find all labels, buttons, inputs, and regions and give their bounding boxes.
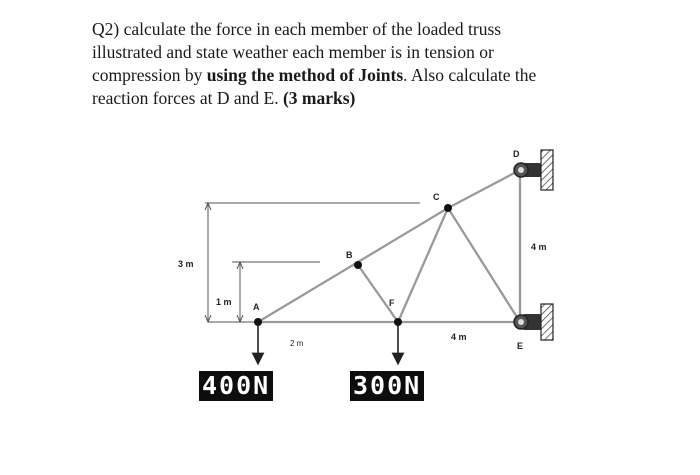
- question-line-3-start: compression by: [92, 65, 207, 85]
- joint-label-f: F: [389, 298, 395, 308]
- load-arrows: [258, 326, 398, 359]
- question-line-3-end: . Also calculate the: [403, 65, 537, 85]
- joint-label-a: A: [253, 302, 260, 312]
- dim-label-2m: 2 m: [290, 339, 304, 348]
- member-ac: [258, 208, 448, 322]
- joint-label-b: B: [346, 250, 353, 260]
- load-label-300n: 300N: [350, 371, 424, 401]
- joint-f: [394, 318, 402, 326]
- dim-label-3m: 3 m: [178, 259, 194, 269]
- dim-label-4m-right: 4 m: [531, 242, 547, 252]
- question-line-1: Q2) calculate the force in each member of the loaded truss: [92, 19, 502, 39]
- joint-label-e: E: [517, 341, 524, 351]
- member-ce: [448, 208, 520, 322]
- question-line-4-start: reaction forces at D and E.: [92, 88, 283, 108]
- support-d-wall: [541, 150, 553, 190]
- method-of-joints-emphasis: using the method of Joints: [206, 65, 404, 85]
- load-label-400n: 400N: [199, 371, 273, 401]
- joint-a: [254, 318, 262, 326]
- dim-label-4m-bottom: 4 m: [451, 332, 467, 342]
- support-d-pin-center: [518, 167, 524, 173]
- marks-label: (3 marks): [282, 88, 356, 108]
- joint-label-d: D: [513, 149, 520, 159]
- joint-b: [354, 261, 362, 269]
- support-e-wall: [541, 304, 553, 340]
- joint-c: [444, 204, 452, 212]
- joint-label-c: C: [433, 192, 440, 202]
- member-bf: [358, 265, 398, 322]
- question-line-2: illustrated and state weather each member is in tension or: [92, 42, 494, 62]
- dim-label-1m: 1 m: [216, 297, 232, 307]
- dimension-lines: [205, 203, 420, 322]
- member-cd: [448, 170, 520, 208]
- member-cf: [398, 208, 448, 322]
- support-e-pin-center: [518, 319, 524, 325]
